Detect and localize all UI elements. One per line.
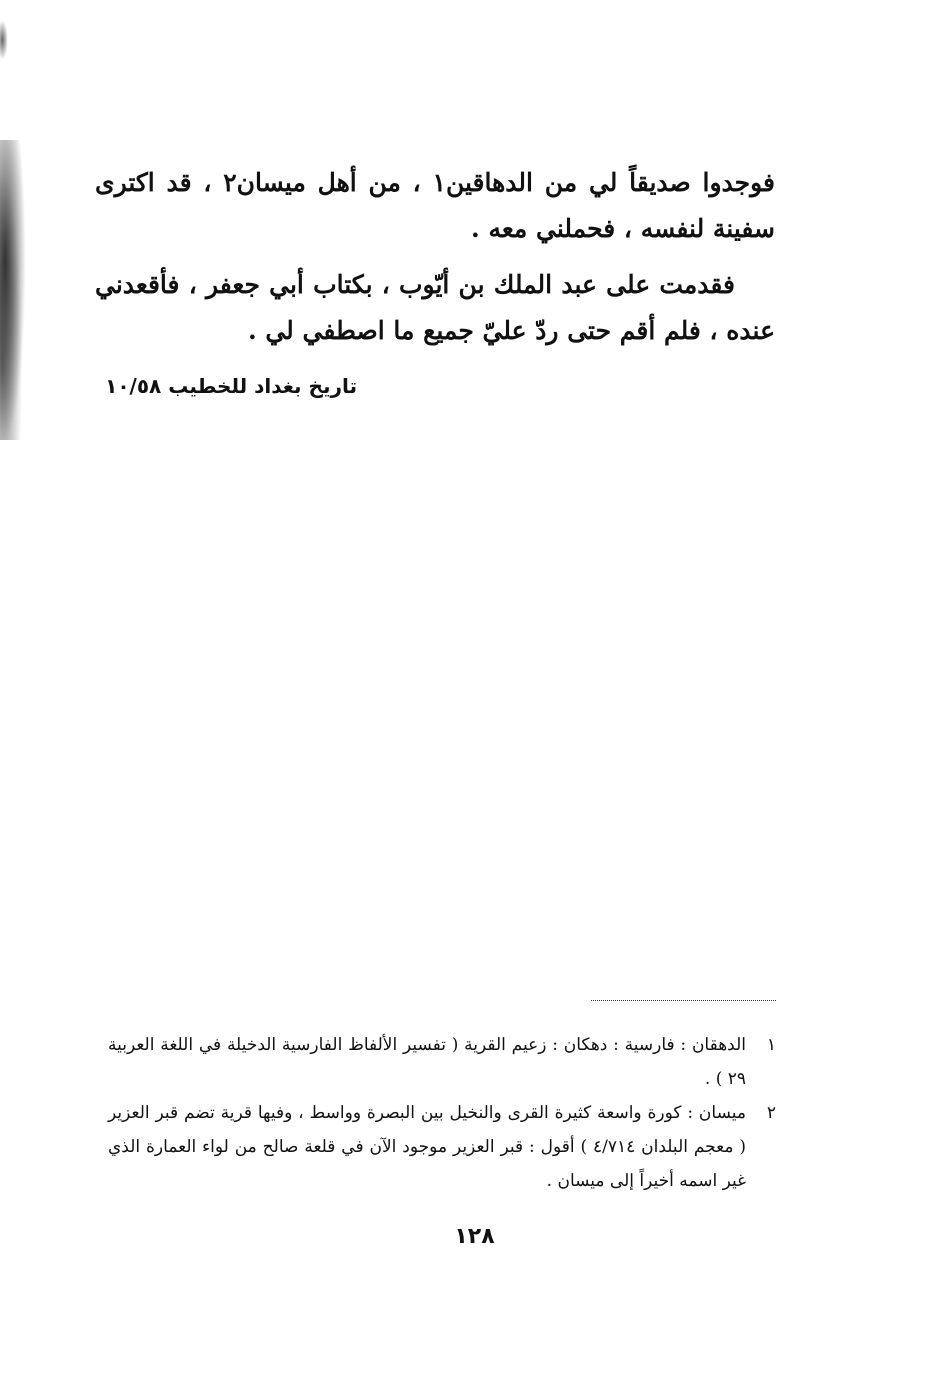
footnote-divider [591, 1000, 776, 1001]
footnote-text: الدهقان : فارسية : دهكان : زعيم القرية ( تفسير الألفاظ الفارسية الدخيلة في اللغة العربية ٢٩ ) . [108, 1035, 746, 1089]
footnotes [108, 1028, 776, 1198]
paragraph-text: فقدمت على عبد الملك بن أيّوب ، بكتاب أبي جعفر ، فأقعدني عنده ، فلم أقم حتى ردّ عليّ جميع ما اصطفي لي . [95, 270, 775, 345]
body-paragraph-1 [95, 160, 775, 252]
footnote-text: ميسان : كورة واسعة كثيرة القرى والنخيل بين البصرة وواسط ، وفيها قرية تضم قبر العزير ( معجم البلدان ٤/٧١٤ ) أقول : قبر العزير موجود الآن في قلعة صالح من لواء العمارة الذي غير اسمه أخيراً إلى ميسان . [108, 1103, 746, 1191]
body-paragraph-2 [95, 262, 775, 354]
footnote-1 [108, 1028, 776, 1096]
scan-binding-shadow [0, 140, 26, 440]
source-citation: تاريخ بغداد للخطيب ١٠/٥٨ [105, 374, 357, 398]
footnote-2 [108, 1096, 776, 1198]
paragraph-text: فوجدوا صديقاً لي من الدهاقين١ ، من أهل ميسان٢ ، قد اكترى سفينة لنفسه ، فحملني معه . [95, 168, 775, 243]
page-number: ١٢٨ [454, 1224, 495, 1249]
footnote-number: ٢ [766, 1103, 776, 1123]
footnote-number: ١ [766, 1035, 776, 1055]
scan-edge-speck [0, 20, 8, 60]
